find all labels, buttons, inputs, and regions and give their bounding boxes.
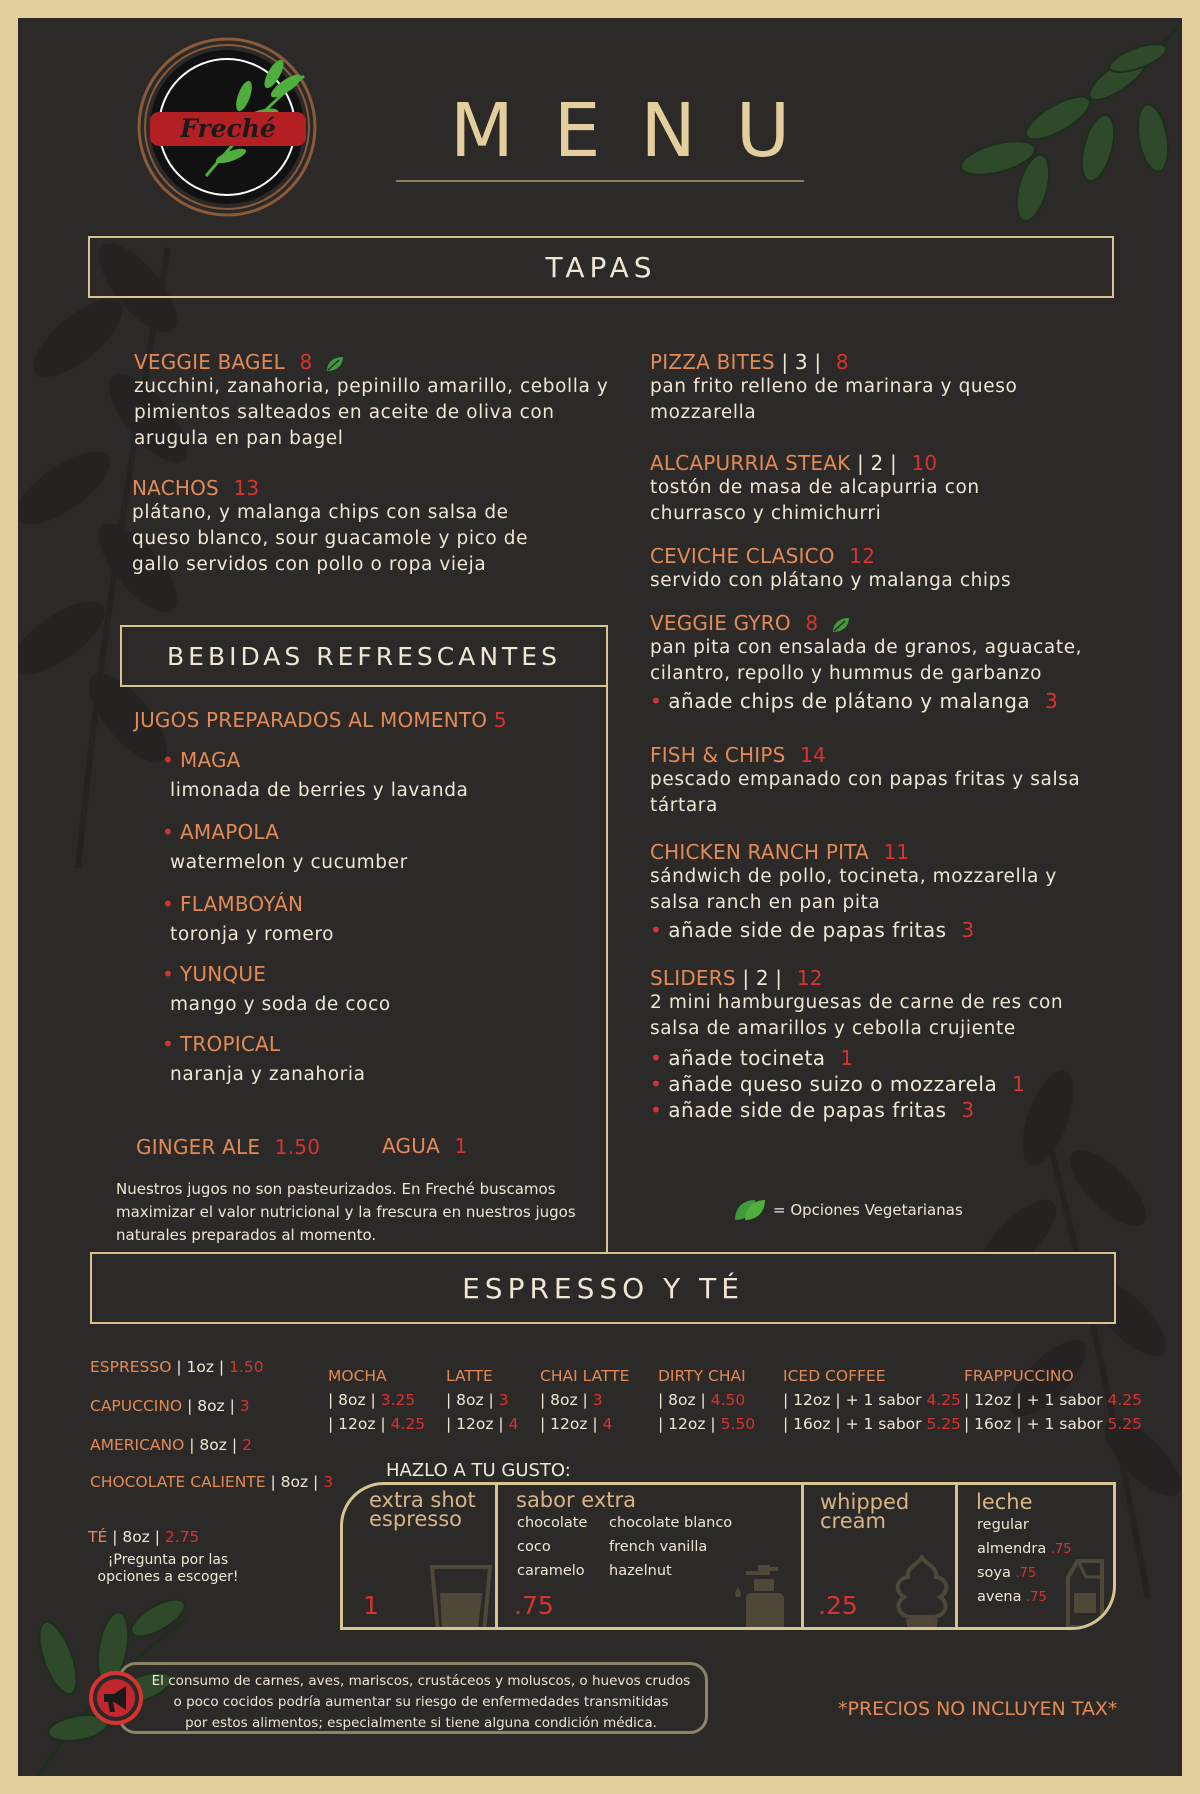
coffee-size: | 16oz | + 1 sabor xyxy=(964,1415,1108,1433)
gusto-title: HAZLO A TU GUSTO: xyxy=(386,1460,571,1481)
coffee-column-latte xyxy=(446,1364,518,1436)
juice-description: watermelon y cucumber xyxy=(170,852,408,873)
sabor-option: hazelnut xyxy=(609,1563,672,1579)
item-price: 1.50 xyxy=(274,1135,321,1159)
espresso-left-list xyxy=(90,1358,333,1491)
agua-item xyxy=(382,1134,467,1158)
tapas-left-column xyxy=(134,350,634,578)
coffee-item xyxy=(90,1397,333,1436)
juice-description: naranja y zanahoria xyxy=(170,1064,366,1085)
gusto-panel xyxy=(340,1482,1116,1630)
leaf-decoration-icon xyxy=(938,18,1182,248)
item-price: 13 xyxy=(233,476,260,500)
item-price: 10 xyxy=(911,451,938,475)
addon-price: 1 xyxy=(1012,1072,1026,1096)
vegetarian-legend xyxy=(733,1198,963,1222)
leche-option xyxy=(977,1517,1029,1533)
item-name: FISH & CHIPS xyxy=(650,743,786,767)
coffee-name: CHOCOLATE CALIENTE xyxy=(90,1473,266,1491)
coffee-size: | 12oz | + 1 sabor xyxy=(783,1391,927,1409)
juice-item: • TROPICAL naranja y zanahoria xyxy=(162,1032,604,1104)
addon-text: añade tocineta xyxy=(668,1046,826,1070)
coffee-size: | 8oz | xyxy=(540,1391,593,1409)
coffee-size: | 16oz | + 1 sabor xyxy=(783,1415,927,1433)
coffee-size: | 8oz | xyxy=(265,1473,324,1491)
coffee-name: AMERICANO xyxy=(90,1436,185,1454)
addon-line: • añade side de papas fritas 3 xyxy=(650,1098,975,1122)
item-description: pescado empanado con papas fritas y salsa tártara xyxy=(650,769,1081,816)
menu-item-veggie-gyro xyxy=(650,611,1120,743)
coffee-size: | 12oz | + 1 sabor xyxy=(964,1391,1108,1409)
coffee-item xyxy=(90,1436,333,1473)
coffee-column-mocha xyxy=(328,1364,425,1436)
item-description: tostón de masa de alcapurria con churrasco y chimichurri xyxy=(650,477,980,524)
item-description: pan pita con ensalada de granos, aguacate, cilantro, repollo y hummus de garbanzo xyxy=(650,637,1083,684)
coffee-column-frappuccino xyxy=(964,1364,1142,1436)
item-description: servido con plátano y malanga chips xyxy=(650,570,1012,591)
coffee-name: CHAI LATTE xyxy=(540,1367,630,1385)
item-name: GINGER ALE xyxy=(136,1135,261,1159)
coffee-price: 2 xyxy=(241,1436,252,1454)
item-name: CHICKEN RANCH PITA xyxy=(650,840,869,864)
coffee-price: 3 xyxy=(323,1473,334,1491)
juice-description: limonada de berries y lavanda xyxy=(170,780,469,801)
item-price: 12 xyxy=(849,544,876,568)
addon-text: añade side de papas fritas xyxy=(668,918,947,942)
vegetarian-icon xyxy=(733,1198,767,1222)
warning-line: o poco cocidos podría aumentar su riesgo de enfermedades transmitidas xyxy=(173,1694,669,1710)
coffee-price: 3.25 xyxy=(380,1391,416,1409)
menu-item-ceviche-clasico xyxy=(650,544,1120,611)
sabor-option: caramelo xyxy=(517,1563,585,1579)
tapas-right-column xyxy=(650,350,1120,1122)
coffee-price: 4.25 xyxy=(390,1415,426,1433)
addon-text: añade chips de plátano y malanga xyxy=(668,689,1031,713)
item-name: SLIDERS xyxy=(650,966,736,990)
juice-item: • FLAMBOYÁN toronja y romero xyxy=(162,892,604,962)
sabor-option: coco xyxy=(517,1539,551,1555)
coffee-size: | 12oz | xyxy=(658,1415,721,1433)
coffee-name: ESPRESSO xyxy=(90,1358,172,1376)
vegetarian-icon xyxy=(325,355,345,373)
bebidas-frame-line xyxy=(606,626,608,1266)
page-title: MENU xyxy=(449,88,831,174)
addon-text: añade side de papas fritas xyxy=(668,1098,947,1122)
item-description: sándwich de pollo, tocineta, mozzarella y salsa ranch en pan pita xyxy=(650,866,1057,913)
addon-line: • añade side de papas fritas 3 xyxy=(650,918,975,942)
leche-option-price: .75 xyxy=(1026,1590,1047,1605)
item-price: 8 xyxy=(299,350,313,374)
juice-description: toronja y romero xyxy=(170,924,335,945)
juice-item: • MAGA limonada de berries y lavanda xyxy=(162,748,604,820)
coffee-size: | 8oz | xyxy=(446,1391,499,1409)
item-description: pan frito relleno de marinara y queso mozzarella xyxy=(650,376,1018,423)
juice-item: • AMAPOLA watermelon y cucumber xyxy=(162,820,604,892)
bebidas-section xyxy=(134,708,604,1104)
menu-item-fish-chips xyxy=(650,743,1120,840)
jugos-price: 5 xyxy=(493,708,507,732)
tax-note: *PRECIOS NO INCLUYEN TAX* xyxy=(838,1698,1118,1720)
menu-board xyxy=(18,18,1182,1776)
espresso-grid xyxy=(328,1364,1142,1444)
coffee-column-iced-coffee xyxy=(783,1364,961,1436)
item-quantity: | 2 | xyxy=(742,966,783,990)
menu-item-veggie-bagel xyxy=(134,350,634,452)
coffee-size: | 12oz | xyxy=(446,1415,509,1433)
milk-carton-icon xyxy=(1062,1557,1108,1627)
item-price: 14 xyxy=(800,743,826,767)
addon-text: añade queso suizo o mozzarela xyxy=(668,1072,998,1096)
glass-icon xyxy=(428,1563,494,1630)
addon-line: • añade chips de plátano y malanga 3 xyxy=(650,689,1059,713)
leche-option-price: .75 xyxy=(1050,1542,1072,1557)
coffee-price: 4 xyxy=(508,1415,519,1433)
coffee-size: | 8oz | xyxy=(182,1397,240,1415)
logo-text: Freché xyxy=(180,114,276,143)
item-price: 8 xyxy=(805,611,819,635)
leche-option xyxy=(977,1565,1036,1581)
coffee-name: LATTE xyxy=(446,1367,493,1385)
vegetarian-legend-text: = Opciones Vegetarianas xyxy=(773,1201,963,1219)
item-name: PIZZA BITES xyxy=(650,350,775,374)
item-description: zucchini, zanahoria, pepinillo amarillo, cebolla y pimientos salteados en aceite de oliva con arugula en pan bagel xyxy=(134,376,609,449)
logo xyxy=(136,36,318,218)
coffee-price: 3 xyxy=(239,1397,250,1415)
item-name: VEGGIE GYRO xyxy=(650,611,791,635)
coffee-size: | 1oz | xyxy=(171,1358,230,1376)
coffee-size: | 8oz | xyxy=(107,1528,165,1546)
addon-line: • añade queso suizo o mozzarela 1 xyxy=(650,1072,1026,1096)
leche-option xyxy=(977,1541,1072,1557)
gusto-whipped-line1: whipped xyxy=(820,1490,910,1514)
te-item xyxy=(88,1528,248,1586)
syrup-bottle-icon xyxy=(730,1563,794,1630)
te-note xyxy=(88,1552,248,1586)
coffee-price: 5.50 xyxy=(720,1415,756,1433)
coffee-price: 3 xyxy=(592,1391,603,1409)
addon-price: 3 xyxy=(961,1098,975,1122)
coffee-size: | 8oz | xyxy=(658,1391,711,1409)
leche-option-name: regular xyxy=(977,1517,1029,1533)
juice-name: YUNQUE xyxy=(180,962,267,986)
gusto-extra-shot-price: 1 xyxy=(363,1591,379,1620)
jugos-title-line xyxy=(134,708,604,732)
item-description: plátano, y malanga chips con salsa de queso blanco, sour guacamole y pico de gallo servidos con pollo o ropa vieja xyxy=(132,502,529,575)
sabor-option: french vanilla xyxy=(609,1539,708,1555)
item-name: AGUA xyxy=(382,1134,440,1158)
item-price: 8 xyxy=(835,350,849,374)
juice-item: • YUNQUE mango y soda de coco xyxy=(162,962,604,1032)
item-quantity: | 2 | xyxy=(857,451,897,475)
warning-text xyxy=(141,1671,701,1734)
coffee-name: MOCHA xyxy=(328,1367,387,1385)
coffee-column-dirty-chai xyxy=(658,1364,755,1436)
leche-option-name: avena xyxy=(977,1589,1022,1605)
coffee-item xyxy=(90,1358,333,1397)
sabor-option: chocolate xyxy=(517,1515,588,1531)
juice-name: AMAPOLA xyxy=(180,820,280,844)
warning-box xyxy=(118,1662,708,1734)
menu-item-alcapurria-steak xyxy=(650,451,1120,544)
coffee-size: | 12oz | xyxy=(540,1415,603,1433)
title-underline xyxy=(396,180,804,182)
coffee-item xyxy=(90,1473,333,1491)
leche-option-name: almendra xyxy=(977,1541,1047,1557)
menu-item-nachos xyxy=(132,476,634,578)
juice-note: Nuestros jugos no son pasteurizados. En Freché buscamos maximizar el valor nutricional y la frescura en nuestros jugos naturales preparados al momento. xyxy=(116,1180,576,1244)
menu-item-pizza-bites xyxy=(650,350,1120,451)
coffee-name: FRAPPUCCINO xyxy=(964,1367,1074,1385)
item-name: ALCAPURRIA STEAK xyxy=(650,451,851,475)
espresso-heading: ESPRESSO Y TÉ xyxy=(90,1252,1116,1324)
item-name: NACHOS xyxy=(132,476,219,500)
juice-name: MAGA xyxy=(180,748,241,772)
gusto-sabor-extra xyxy=(498,1485,804,1627)
item-price: 11 xyxy=(883,840,910,864)
gusto-whipped-line2: cream xyxy=(820,1509,886,1533)
bebidas-heading: BEBIDAS REFRESCANTES xyxy=(120,625,608,687)
warning-line: El consumo de carnes, aves, mariscos, crustáceos y moluscos, o huevos crudos xyxy=(151,1673,691,1689)
coffee-price: 5.25 xyxy=(1107,1415,1142,1433)
addon-price: 1 xyxy=(840,1046,854,1070)
gusto-extra-shot xyxy=(343,1485,498,1627)
coffee-name: CAPUCCINO xyxy=(90,1397,183,1415)
addon-line: • añade tocineta 1 xyxy=(650,1046,854,1070)
item-quantity: | 3 | xyxy=(781,350,822,374)
menu-item-sliders xyxy=(650,966,1120,1122)
coffee-price: 1.50 xyxy=(229,1358,264,1376)
coffee-name: ICED COFFEE xyxy=(783,1367,886,1385)
tapas-heading: TAPAS xyxy=(88,236,1114,298)
gusto-leche-title: leche xyxy=(976,1490,1033,1514)
addon-price: 3 xyxy=(961,918,975,942)
addon-price: 3 xyxy=(1045,689,1059,713)
menu-item-chicken-ranch-pita xyxy=(650,840,1120,966)
coffee-name: DIRTY CHAI xyxy=(658,1367,746,1385)
gusto-leche xyxy=(958,1485,1116,1627)
juice-list xyxy=(162,748,604,1104)
item-name: CEVICHE CLASICO xyxy=(650,544,835,568)
gusto-whipped-cream xyxy=(804,1485,958,1627)
item-price: 1 xyxy=(454,1134,468,1158)
coffee-price: 4.25 xyxy=(1107,1391,1142,1409)
gusto-extra-shot-line2: espresso xyxy=(369,1507,463,1531)
gusto-whipped-price: .25 xyxy=(818,1591,858,1620)
juice-name: FLAMBOYÁN xyxy=(180,892,304,916)
te-note-line1: ¡Pregunta por las xyxy=(107,1552,229,1568)
sabor-option: chocolate blanco xyxy=(609,1515,733,1531)
coffee-size: | 8oz | xyxy=(184,1436,242,1454)
coffee-column-chai-latte xyxy=(540,1364,629,1436)
gusto-sabor-title: sabor extra xyxy=(516,1488,637,1512)
coffee-name: TÉ xyxy=(88,1528,108,1546)
gusto-sabor-price: .75 xyxy=(514,1591,554,1620)
leche-option-name: soya xyxy=(977,1565,1011,1581)
coffee-price: 4.25 xyxy=(926,1391,961,1409)
jugos-title: JUGOS PREPARADOS AL MOMENTO xyxy=(134,708,488,732)
te-note-line2: opciones a escoger! xyxy=(97,1569,239,1585)
coffee-price: 3 xyxy=(498,1391,509,1409)
item-price: 12 xyxy=(796,966,823,990)
leche-option-price: .75 xyxy=(1015,1566,1037,1581)
juice-description: mango y soda de coco xyxy=(170,994,391,1015)
gusto-extra-shot-line1: extra shot xyxy=(369,1488,476,1512)
whipped-cream-icon xyxy=(892,1555,952,1630)
vegetarian-icon xyxy=(831,616,851,634)
warning-line: por estos alimentos; especialmente si tiene alguna condición médica. xyxy=(185,1715,657,1731)
coffee-price: 4 xyxy=(602,1415,613,1433)
ginger-ale-item xyxy=(136,1135,320,1159)
juice-name: TROPICAL xyxy=(180,1032,281,1056)
warning-megaphone-icon xyxy=(88,1670,144,1726)
coffee-price: 2.75 xyxy=(164,1528,200,1546)
coffee-size: | 12oz | xyxy=(328,1415,391,1433)
coffee-price: 5.25 xyxy=(926,1415,961,1433)
coffee-price: 4.50 xyxy=(710,1391,746,1409)
item-description: 2 mini hamburguesas de carne de res con salsa de amarillos y cebolla crujiente xyxy=(650,992,1064,1039)
leche-option xyxy=(977,1589,1047,1605)
coffee-size: | 8oz | xyxy=(328,1391,381,1409)
item-name: VEGGIE BAGEL xyxy=(134,350,285,374)
